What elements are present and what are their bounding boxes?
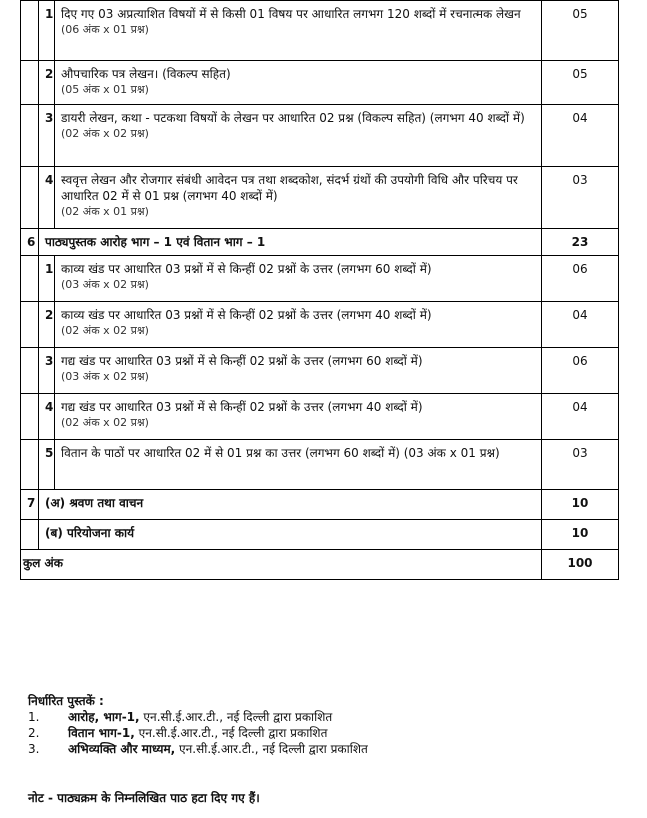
sub-number: 5 bbox=[39, 440, 55, 490]
row-marks: 04 bbox=[542, 105, 619, 167]
row-marks: 05 bbox=[542, 61, 619, 105]
row-text-cell bbox=[55, 440, 542, 490]
row-text-cell bbox=[55, 61, 542, 105]
sub-number: 4 bbox=[39, 167, 55, 229]
list-item bbox=[28, 709, 618, 725]
section-header-row bbox=[21, 229, 619, 256]
section-number: 6 bbox=[21, 229, 39, 256]
list-item bbox=[28, 725, 618, 741]
list-item bbox=[28, 741, 618, 757]
section-marks: 10 bbox=[542, 490, 619, 520]
row-text-cell bbox=[55, 1, 542, 61]
section-cell bbox=[21, 302, 39, 348]
book-title: आरोह, भाग-1, bbox=[68, 710, 140, 724]
row-text: काव्य खंड पर आधारित 03 प्रश्नों में से किन्हीं 02 प्रश्नों के उत्तर (लगभग 60 शब्दों में) bbox=[61, 262, 432, 276]
table-row bbox=[21, 394, 619, 440]
sub-number: 1 bbox=[39, 256, 55, 302]
table-row bbox=[21, 256, 619, 302]
row-note: (02 अंक x 02 प्रश्न) bbox=[61, 127, 149, 140]
row-note: (02 अंक x 02 प्रश्न) bbox=[61, 416, 149, 429]
row-text: गद्य खंड पर आधारित 03 प्रश्नों में से किन्हीं 02 प्रश्नों के उत्तर (लगभग 60 शब्दों में) bbox=[61, 354, 423, 368]
section-header-row bbox=[21, 490, 619, 520]
row-text: वितान के पाठों पर आधारित 02 में से 01 प्रश्न का उत्तर (लगभग 60 शब्दों में) (03 अंक x 01 प्रश्न) bbox=[61, 446, 500, 460]
row-note: (03 अंक x 02 प्रश्न) bbox=[61, 370, 149, 383]
table-row bbox=[21, 1, 619, 61]
row-marks: 03 bbox=[542, 440, 619, 490]
row-text-cell bbox=[55, 302, 542, 348]
sub-number: 1 bbox=[39, 1, 55, 61]
table-row bbox=[21, 61, 619, 105]
row-marks: 04 bbox=[542, 394, 619, 440]
row-marks: 04 bbox=[542, 302, 619, 348]
section-marks: 23 bbox=[542, 229, 619, 256]
list-number: 1. bbox=[28, 710, 40, 724]
row-marks: 06 bbox=[542, 348, 619, 394]
row-marks: 06 bbox=[542, 256, 619, 302]
removed-lessons-note: नोट - पाठ्यक्रम के निम्नलिखित पाठ हटा दिए गए हैं। bbox=[28, 791, 260, 805]
row-text-cell bbox=[55, 105, 542, 167]
section-title: पाठ्यपुस्तक आरोह भाग – 1 एवं वितान भाग – 1 bbox=[39, 229, 542, 256]
row-marks: 05 bbox=[542, 1, 619, 61]
prescribed-books bbox=[28, 693, 618, 757]
section-cell bbox=[21, 440, 39, 490]
row-text-cell bbox=[55, 167, 542, 229]
section-header-row bbox=[21, 520, 619, 550]
sub-number: 4 bbox=[39, 394, 55, 440]
section-cell bbox=[21, 105, 39, 167]
marks-distribution-table bbox=[20, 0, 619, 580]
table-row bbox=[21, 105, 619, 167]
section-number bbox=[21, 520, 39, 550]
sub-number: 2 bbox=[39, 61, 55, 105]
row-note: (02 अंक x 01 प्रश्न) bbox=[61, 205, 149, 218]
book-publisher: एन.सी.ई.आर.टी., नई दिल्ली द्वारा प्रकाशित bbox=[134, 726, 328, 740]
total-marks: 100 bbox=[542, 550, 619, 580]
section-title: (ब) परियोजना कार्य bbox=[39, 520, 542, 550]
sub-number: 2 bbox=[39, 302, 55, 348]
section-marks: 10 bbox=[542, 520, 619, 550]
section-cell bbox=[21, 256, 39, 302]
table-row bbox=[21, 440, 619, 490]
row-text: काव्य खंड पर आधारित 03 प्रश्नों में से किन्हीं 02 प्रश्नों के उत्तर (लगभग 40 शब्दों में) bbox=[61, 308, 432, 322]
row-marks: 03 bbox=[542, 167, 619, 229]
list-number: 3. bbox=[28, 742, 40, 756]
book-title: वितान भाग-1, bbox=[68, 726, 135, 740]
section-cell bbox=[21, 394, 39, 440]
sub-number: 3 bbox=[39, 348, 55, 394]
row-text: डायरी लेखन, कथा - पटकथा विषयों के लेखन पर आधारित 02 प्रश्न (विकल्प सहित) (लगभग 40 शब्दों में) bbox=[61, 111, 525, 125]
row-note: (06 अंक x 01 प्रश्न) bbox=[61, 23, 149, 36]
row-text: औपचारिक पत्र लेखन। (विकल्प सहित) bbox=[61, 67, 231, 81]
row-text-cell bbox=[55, 348, 542, 394]
books-heading: निर्धारित पुस्तकें : bbox=[28, 694, 104, 708]
section-cell bbox=[21, 348, 39, 394]
table-row bbox=[21, 167, 619, 229]
section-cell bbox=[21, 167, 39, 229]
book-publisher: एन.सी.ई.आर.टी., नई दिल्ली द्वारा प्रकाशित bbox=[175, 742, 368, 756]
section-cell bbox=[21, 1, 39, 61]
section-cell bbox=[21, 61, 39, 105]
section-number: 7 bbox=[21, 490, 39, 520]
total-label: कुल अंक bbox=[21, 550, 542, 580]
section-title: (अ) श्रवण तथा वाचन bbox=[39, 490, 542, 520]
row-text-cell bbox=[55, 394, 542, 440]
book-title: अभिव्यक्ति और माध्यम, bbox=[68, 742, 176, 756]
table-row bbox=[21, 348, 619, 394]
row-text: स्ववृत्त लेखन और रोजगार संबंधी आवेदन पत्र तथा शब्दकोश, संदर्भ ग्रंथों की उपयोगी विधि और परिचय पर आधारित 02 में से 01 प्रश्न (लगभग 40 शब्दों में) bbox=[61, 173, 518, 203]
row-note: (05 अंक x 01 प्रश्न) bbox=[61, 83, 149, 96]
row-text: दिए गए 03 अप्रत्याशित विषयों में से किसी 01 विषय पर आधारित लगभग 120 शब्दों में रचनात्मक लेखन bbox=[61, 7, 521, 21]
book-publisher: एन.सी.ई.आर.टी., नई दिल्ली द्वारा प्रकाशित bbox=[139, 710, 333, 724]
row-note: (03 अंक x 02 प्रश्न) bbox=[61, 278, 149, 291]
list-number: 2. bbox=[28, 726, 40, 740]
row-text-cell bbox=[55, 256, 542, 302]
row-note: (02 अंक x 02 प्रश्न) bbox=[61, 324, 149, 337]
sub-number: 3 bbox=[39, 105, 55, 167]
table-row bbox=[21, 302, 619, 348]
total-row bbox=[21, 550, 619, 580]
row-text: गद्य खंड पर आधारित 03 प्रश्नों में से किन्हीं 02 प्रश्नों के उत्तर (लगभग 40 शब्दों में) bbox=[61, 400, 423, 414]
